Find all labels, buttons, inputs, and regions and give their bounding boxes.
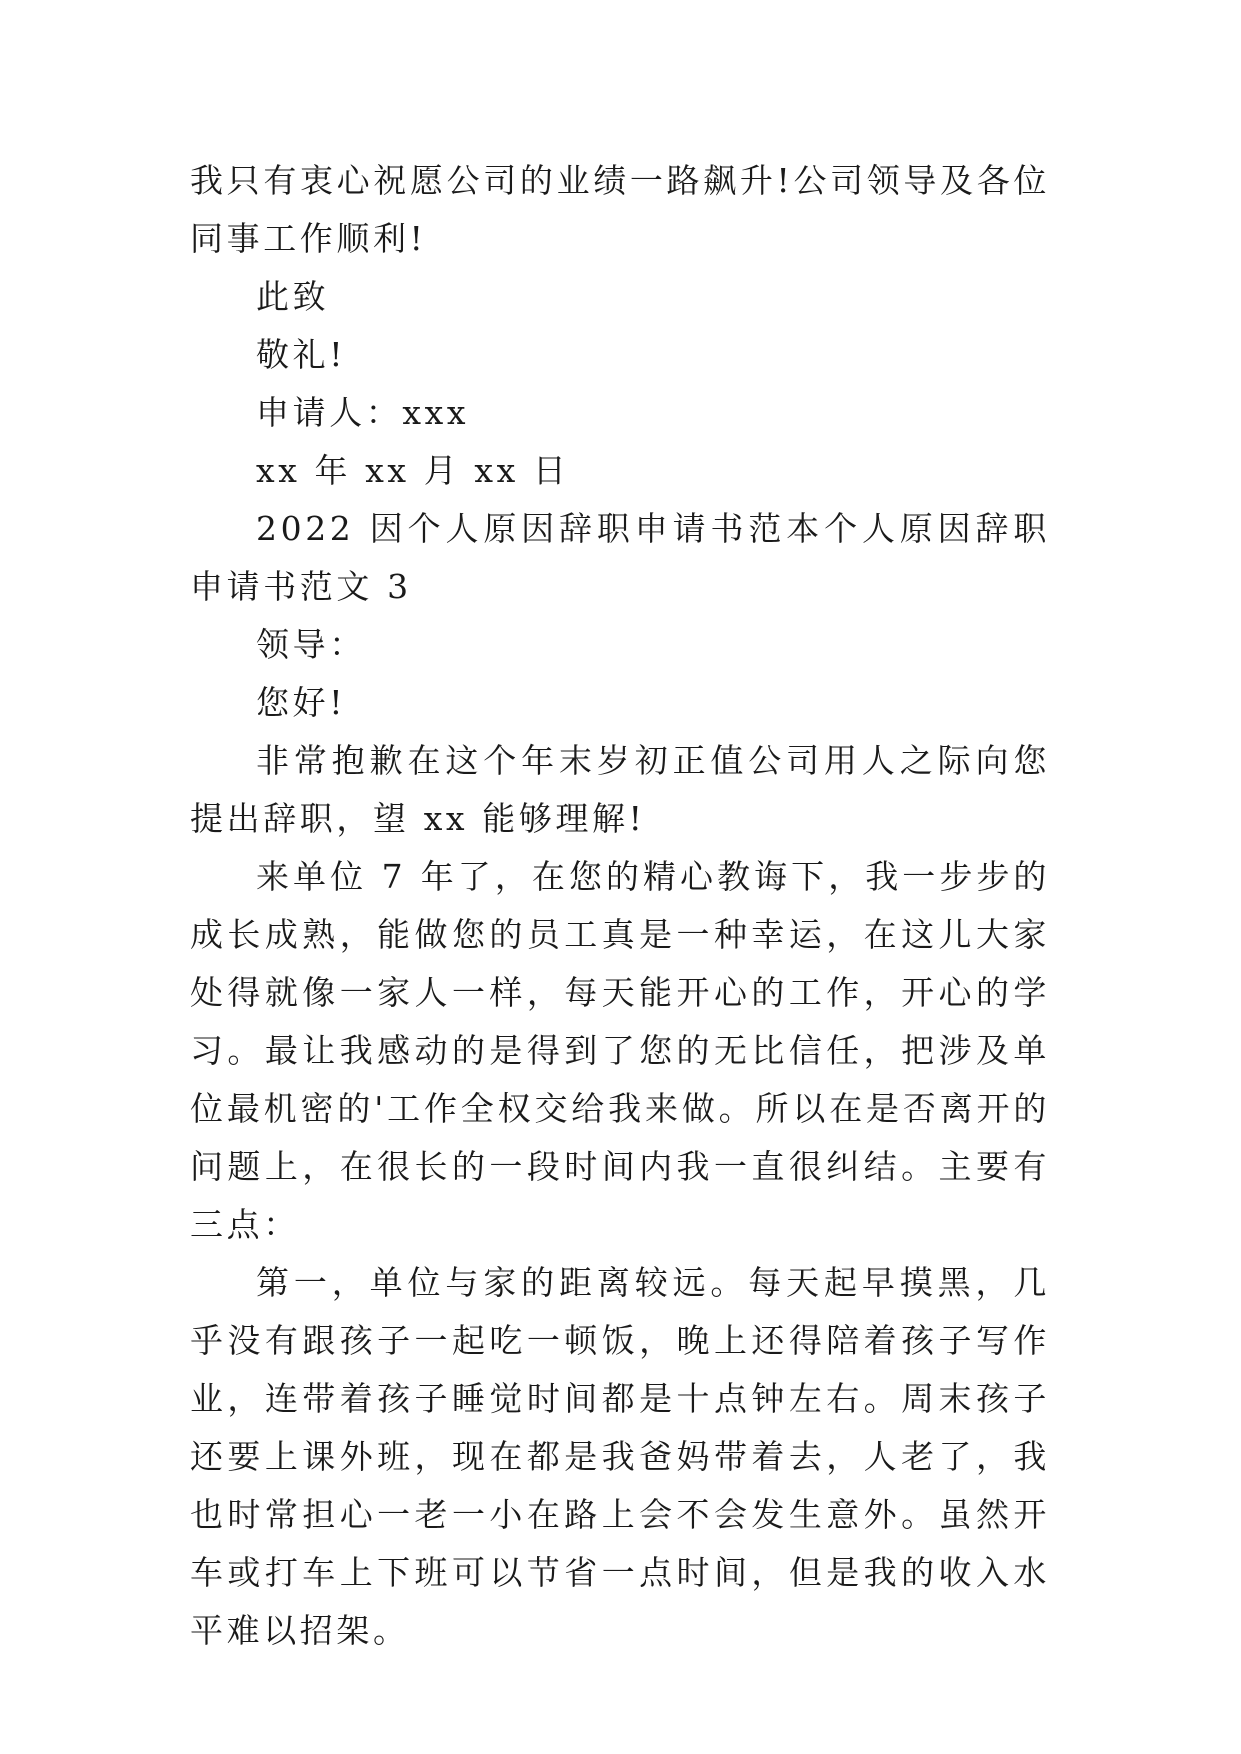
paragraph-applicant: 申请人：xxx: [256, 393, 470, 432]
section-heading: 2022 因个人原因辞职申请书范本个人原因辞职申请书范文 3: [190, 509, 1050, 606]
paragraph-addressee: 领导：: [256, 625, 366, 664]
paragraph-background: 来单位 7 年了，在您的精心教诲下，我一步步的成长成熟，能做您的员工真是一种幸运，在这儿大家处得就像一家人一样，每天能开心的工作，开心的学习。最让我感动的是得到了您的无比信任，把涉及单位最机密的'工作全权交给我来做。所以在是否离开的问题上，在很长的一段时间内我一直很纠结。主要有三点：: [190, 857, 1050, 1244]
paragraph-closing-wish: 我只有衷心祝愿公司的业绩一路飙升!公司领导及各位同事工作顺利!: [190, 161, 1050, 258]
paragraph-salutation-2: 敬礼!: [256, 335, 347, 374]
paragraph-date: xx 年 xx 月 xx 日: [256, 451, 570, 490]
paragraph-greeting: 您好!: [256, 683, 347, 722]
paragraph-salutation-1: 此致: [256, 277, 330, 316]
paragraph-apology: 非常抱歉在这个年末岁初正值公司用人之际向您提出辞职，望 xx 能够理解!: [190, 741, 1050, 838]
paragraph-reason-one: 第一，单位与家的距离较远。每天起早摸黑，几乎没有跟孩子一起吃一顿饭，晚上还得陪着孩子写作业，连带着孩子睡觉时间都是十点钟左右。周末孩子还要上课外班，现在都是我爸妈带着去，人老了，我也时常担心一老一小在路上会不会发生意外。虽然开车或打车上下班可以节省一点时间，但是我的收入水平难以招架。: [190, 1263, 1050, 1650]
document-body: [190, 152, 1050, 1660]
